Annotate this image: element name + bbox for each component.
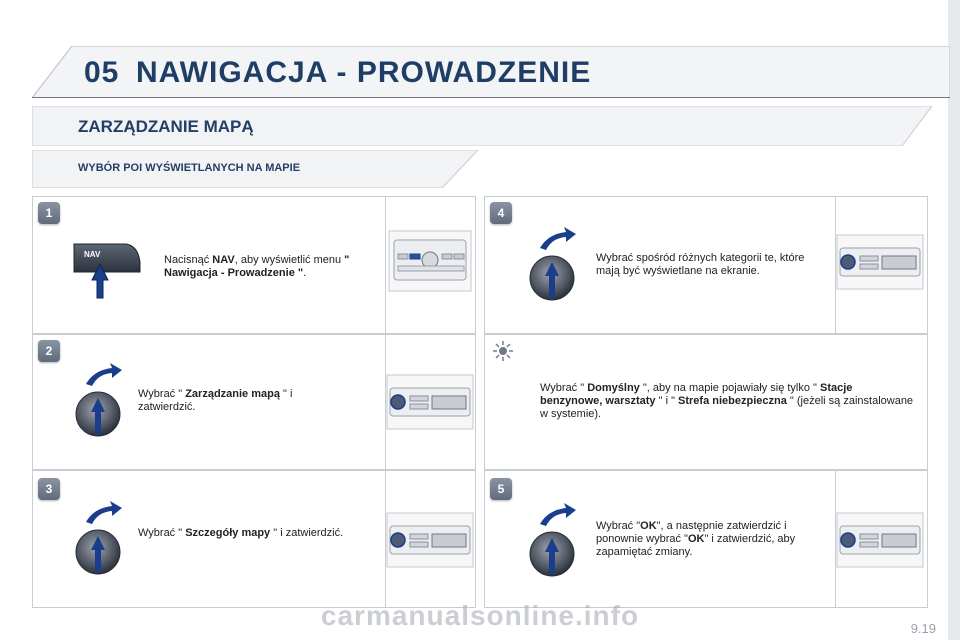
instruction-text-run: OK xyxy=(640,520,657,532)
radio-panel-knob-illustration xyxy=(836,234,924,290)
instruction-text-run: Wybrać " xyxy=(138,388,186,400)
instruction-text-run: Strefa niebezpieczna xyxy=(678,395,787,407)
instruction-text-run: Nacisnąć xyxy=(164,254,213,266)
radio-panel-nav-illustration xyxy=(388,230,472,292)
chapter-title: NAWIGACJA - PROWADZENIE xyxy=(136,56,592,89)
instruction-text-run: OK xyxy=(687,533,705,545)
step-4-instruction xyxy=(596,252,826,278)
step-3-instruction xyxy=(138,527,348,540)
step-badge-5: 5 xyxy=(490,478,512,500)
page-number: 9.19 xyxy=(910,621,936,636)
instruction-text-run: ", a następnie zatwierdzić i ponownie wybrać " xyxy=(596,520,787,545)
instruction-text-run: " i zatwierdzić. xyxy=(270,527,344,539)
radio-panel-knob-illustration xyxy=(836,512,924,568)
watermark: carmanualsonline.info xyxy=(320,600,640,631)
rotary-knob-icon xyxy=(526,502,582,580)
rotary-knob-icon xyxy=(72,500,128,578)
chapter-number: 05 xyxy=(84,56,120,89)
instruction-text-run: " i zatwierdzić. xyxy=(138,388,293,413)
subsection-title: WYBÓR POI WYŚWIETLANYCH NA MAPIE xyxy=(78,162,301,174)
step-1-instruction xyxy=(164,254,378,280)
instruction-text-run: , aby wyświetlić menu xyxy=(234,254,345,266)
step-badge-4: 4 xyxy=(490,202,512,224)
instruction-text-run: . xyxy=(303,267,307,279)
instruction-text-run: Stacje benzynowe, warsztaty xyxy=(540,382,853,407)
radio-panel-knob-illustration xyxy=(386,512,474,568)
instruction-text-run: NAV xyxy=(212,254,235,266)
instruction-text-run: Domyślny xyxy=(587,382,640,394)
rotary-knob-icon xyxy=(72,362,128,440)
step-5-instruction xyxy=(596,520,824,559)
instruction-text-run: " i " xyxy=(655,395,679,407)
step-badge-1: 1 xyxy=(38,202,60,224)
nav-key-illustration xyxy=(72,236,142,300)
instruction-text-run: " i zatwierdzić, aby zapamiętać zmiany. xyxy=(596,533,796,558)
instruction-text-run: Wybrać " xyxy=(138,527,186,539)
instruction-text-run: Wybrać " xyxy=(540,382,588,394)
instruction-text-run: Szczegóły mapy xyxy=(185,527,271,539)
step-badge-3: 3 xyxy=(38,478,60,500)
instruction-text-run: Wybrać " xyxy=(596,520,641,532)
instruction-text-run: " Nawigacja - Prowadzenie " xyxy=(164,254,350,279)
instruction-text-run: ", aby na mapie pojawiały się tylko " xyxy=(639,382,821,394)
rotary-knob-icon xyxy=(526,226,582,304)
instruction-text-run: Zarządzanie mapą xyxy=(185,388,280,400)
instruction-text-run: Wybrać spośród różnych kategorii te, które mają być wyświetlane na ekranie. xyxy=(596,252,805,277)
section-title: ZARZĄDZANIE MAPĄ xyxy=(78,117,254,136)
radio-panel-knob-illustration xyxy=(386,374,474,430)
instruction-text-run: " (jeżeli są zainstalowane w systemie). xyxy=(540,395,914,420)
step-badge-2: 2 xyxy=(38,340,60,362)
tip-lightbulb-icon xyxy=(492,340,514,362)
tip-instruction xyxy=(540,382,916,421)
step-2-instruction xyxy=(138,388,348,414)
nav-key-label: NAV xyxy=(84,250,101,259)
